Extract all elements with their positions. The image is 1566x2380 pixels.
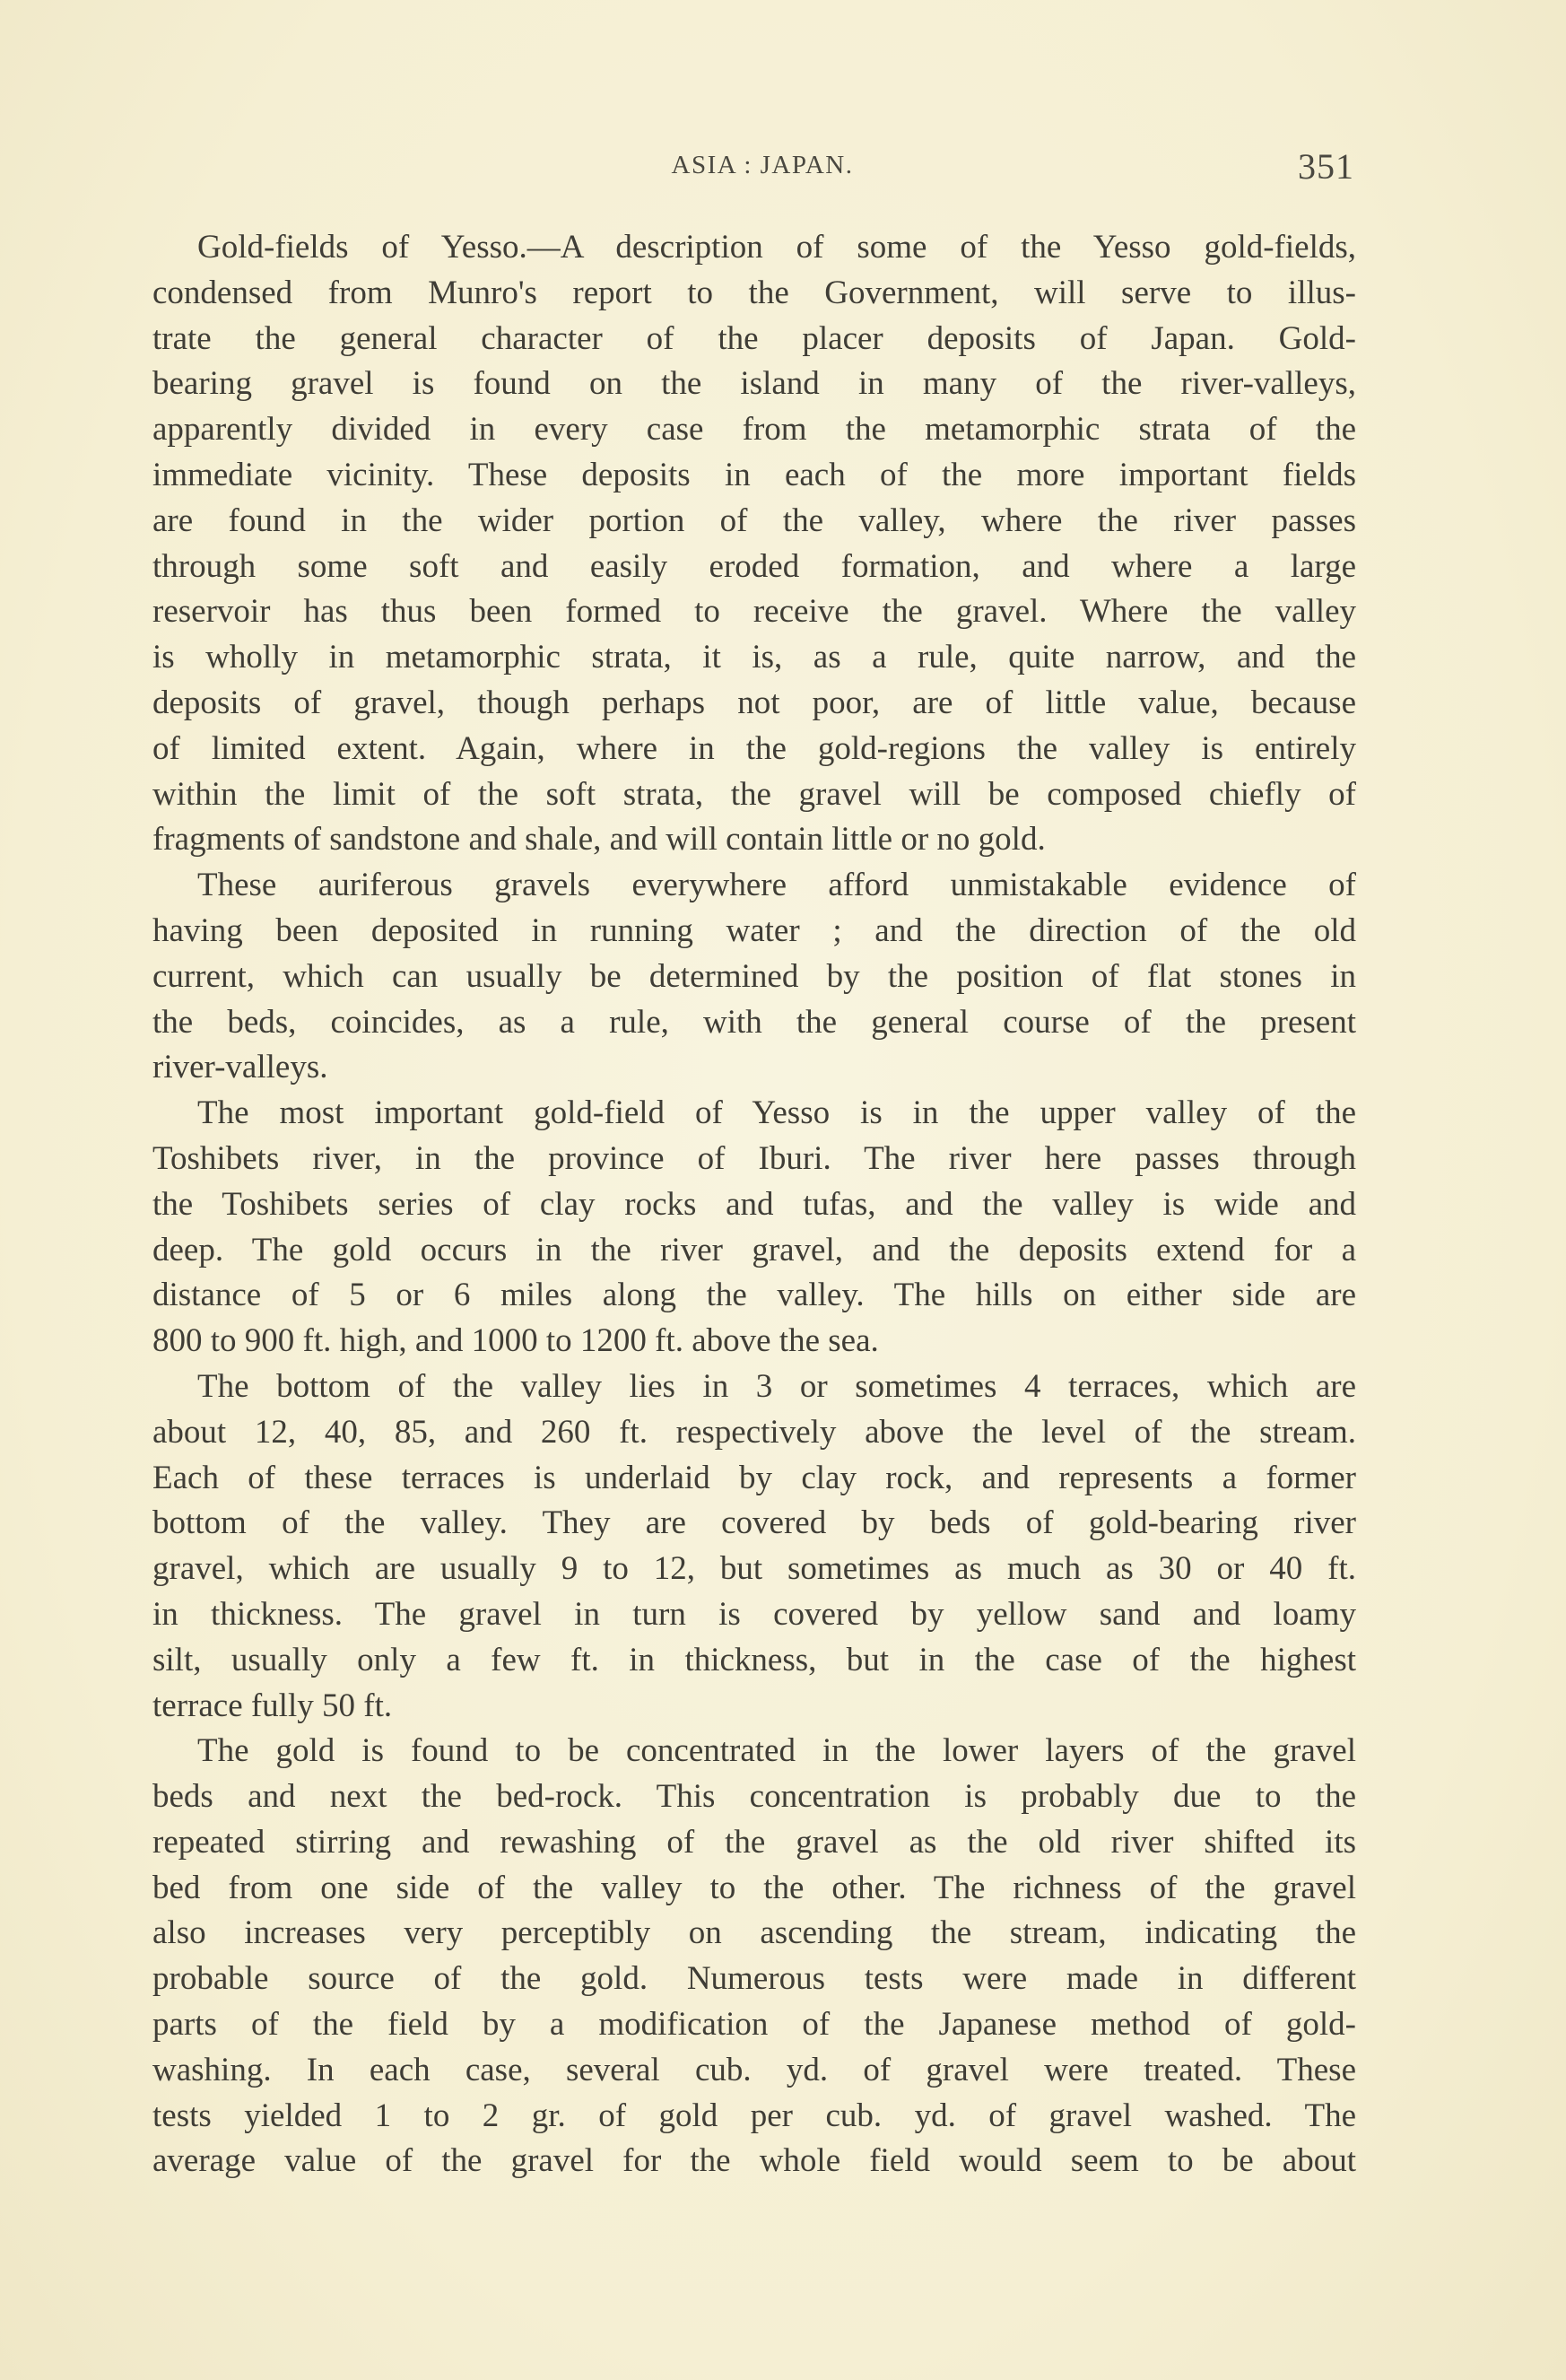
paragraph: [152, 1729, 1356, 2184]
text-line: also increases very perceptibly on ascending the stream, indicating the: [152, 1914, 1356, 1952]
text-line: about 12, 40, 85, and 260 ft. respectively above the level of the stream.: [152, 1413, 1356, 1451]
text-line: washing. In each case, several cub. yd. of gravel were treated. These: [152, 2051, 1356, 2088]
text-line: terrace fully 50 ft.: [152, 1687, 393, 1724]
text-line: fragments of sandstone and shale, and will contain little or no gold.: [152, 821, 1046, 859]
page-number: 351: [1298, 146, 1354, 187]
paragraph: [152, 1364, 1356, 1729]
text-line: The gold is found to be concentrated in the lower layers of the gravel: [197, 1732, 1356, 1770]
text-line: Toshibets river, in the province of Iburi. The river here passes through: [152, 1139, 1356, 1177]
text-line: The bottom of the valley lies in 3 or sometimes 4 terraces, which are: [197, 1367, 1356, 1405]
text-line: Gold-fields of Yesso.—A description of some of the Yesso gold-fields,: [197, 229, 1356, 266]
text-line: condensed from Munro's report to the Government, will serve to illus-: [152, 274, 1356, 311]
text-line: Each of these terraces is underlaid by clay rock, and represents a former: [152, 1459, 1356, 1496]
text-line: is wholly in metamorphic strata, it is, as a rule, quite narrow, and the: [152, 639, 1356, 676]
text-line: The most important gold-field of Yesso is in the upper valley of the: [197, 1094, 1356, 1132]
text-line: silt, usually only a few ft. in thickness, but in the case of the highest: [152, 1641, 1356, 1678]
text-line: are found in the wider portion of the valley, where the river passes: [152, 501, 1356, 539]
text-line: trate the general character of the placer deposits of Japan. Gold-: [152, 319, 1356, 357]
text-line: deposits of gravel, though perhaps not poor, are of little value, because: [152, 684, 1356, 721]
text-line: river-valleys.: [152, 1049, 328, 1086]
text-line: These auriferous gravels everywhere afford unmistakable evidence of: [197, 867, 1356, 904]
text-line: probable source of the gold. Numerous tests were made in different: [152, 1960, 1356, 1998]
text-line: within the limit of the soft strata, the gravel will be composed chiefly of: [152, 775, 1356, 813]
text-line: apparently divided in every case from the metamorphic strata of the: [152, 411, 1356, 449]
text-line: parts of the field by a modification of the Japanese method of gold-: [152, 2006, 1356, 2044]
text-line: distance of 5 or 6 miles along the valley. The hills on either side are: [152, 1277, 1356, 1314]
text-line: the beds, coincides, as a rule, with the general course of the present: [152, 1003, 1356, 1041]
text-line: tests yielded 1 to 2 gr. of gold per cub. yd. of gravel washed. The: [152, 2097, 1356, 2134]
paragraph: [152, 225, 1356, 863]
running-head: ASIA : JAPAN.: [671, 151, 854, 179]
body-text: [152, 225, 1356, 2184]
text-line: through some soft and easily eroded formation, and where a large: [152, 547, 1356, 585]
text-line: the Toshibets series of clay rocks and tufas, and the valley is wide and: [152, 1185, 1356, 1223]
text-line: gravel, which are usually 9 to 12, but sometimes as much as 30 or 40 ft.: [152, 1550, 1356, 1588]
text-line: beds and next the bed-rock. This concentration is probably due to the: [152, 1778, 1356, 1816]
text-line: bed from one side of the valley to the other. The richness of the gravel: [152, 1869, 1356, 1906]
text-line: bearing gravel is found on the island in many of the river-valleys,: [152, 365, 1356, 403]
text-line: bottom of the valley. They are covered by beds of gold-bearing river: [152, 1504, 1356, 1542]
text-line: immediate vicinity. These deposits in each of the more important fields: [152, 456, 1356, 493]
text-line: 800 to 900 ft. high, and 1000 to 1200 ft. above the sea.: [152, 1322, 879, 1360]
text-line: repeated stirring and rewashing of the gravel as the old river shifted its: [152, 1823, 1356, 1861]
page-header: [152, 146, 1354, 196]
paragraph: [152, 863, 1356, 1091]
text-line: in thickness. The gravel in turn is covered by yellow sand and loamy: [152, 1595, 1356, 1633]
text-line: average value of the gravel for the whole field would seem to be about: [152, 2142, 1356, 2180]
paragraph: [152, 1091, 1356, 1364]
text-line: having been deposited in running water ; and the direction of the old: [152, 911, 1356, 949]
text-line: deep. The gold occurs in the river gravel, and the deposits extend for a: [152, 1231, 1356, 1268]
text-line: current, which can usually be determined by the position of flat stones in: [152, 957, 1356, 995]
text-line: of limited extent. Again, where in the gold-regions the valley is entirely: [152, 729, 1356, 767]
text-line: reservoir has thus been formed to receive the gravel. Where the valley: [152, 593, 1356, 631]
